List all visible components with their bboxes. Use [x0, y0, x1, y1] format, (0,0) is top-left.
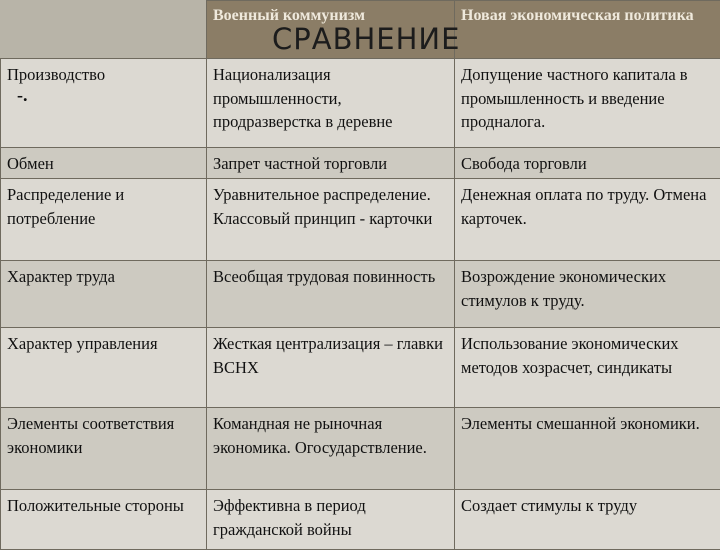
- table-row: [1, 328, 720, 408]
- table-row: [1, 148, 720, 179]
- row-aspect: Положительные стороны: [1, 490, 207, 550]
- war-communism-cell: Всеобщая трудовая повинность: [207, 261, 455, 328]
- nep-cell: Свобода торговли: [455, 148, 720, 179]
- nep-cell: Денежная оплата по труду. Отмена карточек.: [455, 179, 720, 261]
- row-mark: -.: [7, 87, 202, 103]
- header-blank-cell: [1, 1, 207, 59]
- nep-cell: Возрождение экономических стимулов к труду.: [455, 261, 720, 328]
- slide-title: СРАВНЕНИЕ: [272, 22, 460, 56]
- war-communism-cell: Командная не рыночная экономика. Огосударствление.: [207, 408, 455, 490]
- war-communism-cell: Жесткая централизация – главки ВСНХ: [207, 328, 455, 408]
- row-aspect: Производство: [7, 65, 105, 84]
- row-aspect: Характер управления: [1, 328, 207, 408]
- header-war-communism: Военный коммунизм: [207, 1, 455, 59]
- row-aspect-cell: [1, 59, 207, 148]
- table-row: [1, 59, 720, 148]
- war-communism-cell: Национализация промышленности, продразверстка в деревне: [207, 59, 455, 148]
- header-nep: Новая экономическая политика: [455, 1, 720, 59]
- row-aspect: Распределение и потребление: [1, 179, 207, 261]
- row-aspect: Элементы соответствия экономики: [1, 408, 207, 490]
- nep-cell: Создает стимулы к труду: [455, 490, 720, 550]
- table-row: [1, 261, 720, 328]
- table-row: [1, 179, 720, 261]
- row-aspect: Характер труда: [1, 261, 207, 328]
- nep-cell: Использование экономических методов хозрасчет, синдикаты: [455, 328, 720, 408]
- nep-cell: Элементы смешанной экономики.: [455, 408, 720, 490]
- table-row: [1, 490, 720, 550]
- nep-cell: Допущение частного капитала в промышленность и введение продналога.: [455, 59, 720, 148]
- war-communism-cell: Эффективна в период гражданской войны: [207, 490, 455, 550]
- war-communism-cell: Уравнительное распределение. Классовый принцип - карточки: [207, 179, 455, 261]
- table-row: [1, 408, 720, 490]
- row-aspect: Обмен: [1, 148, 207, 179]
- war-communism-cell: Запрет частной торговли: [207, 148, 455, 179]
